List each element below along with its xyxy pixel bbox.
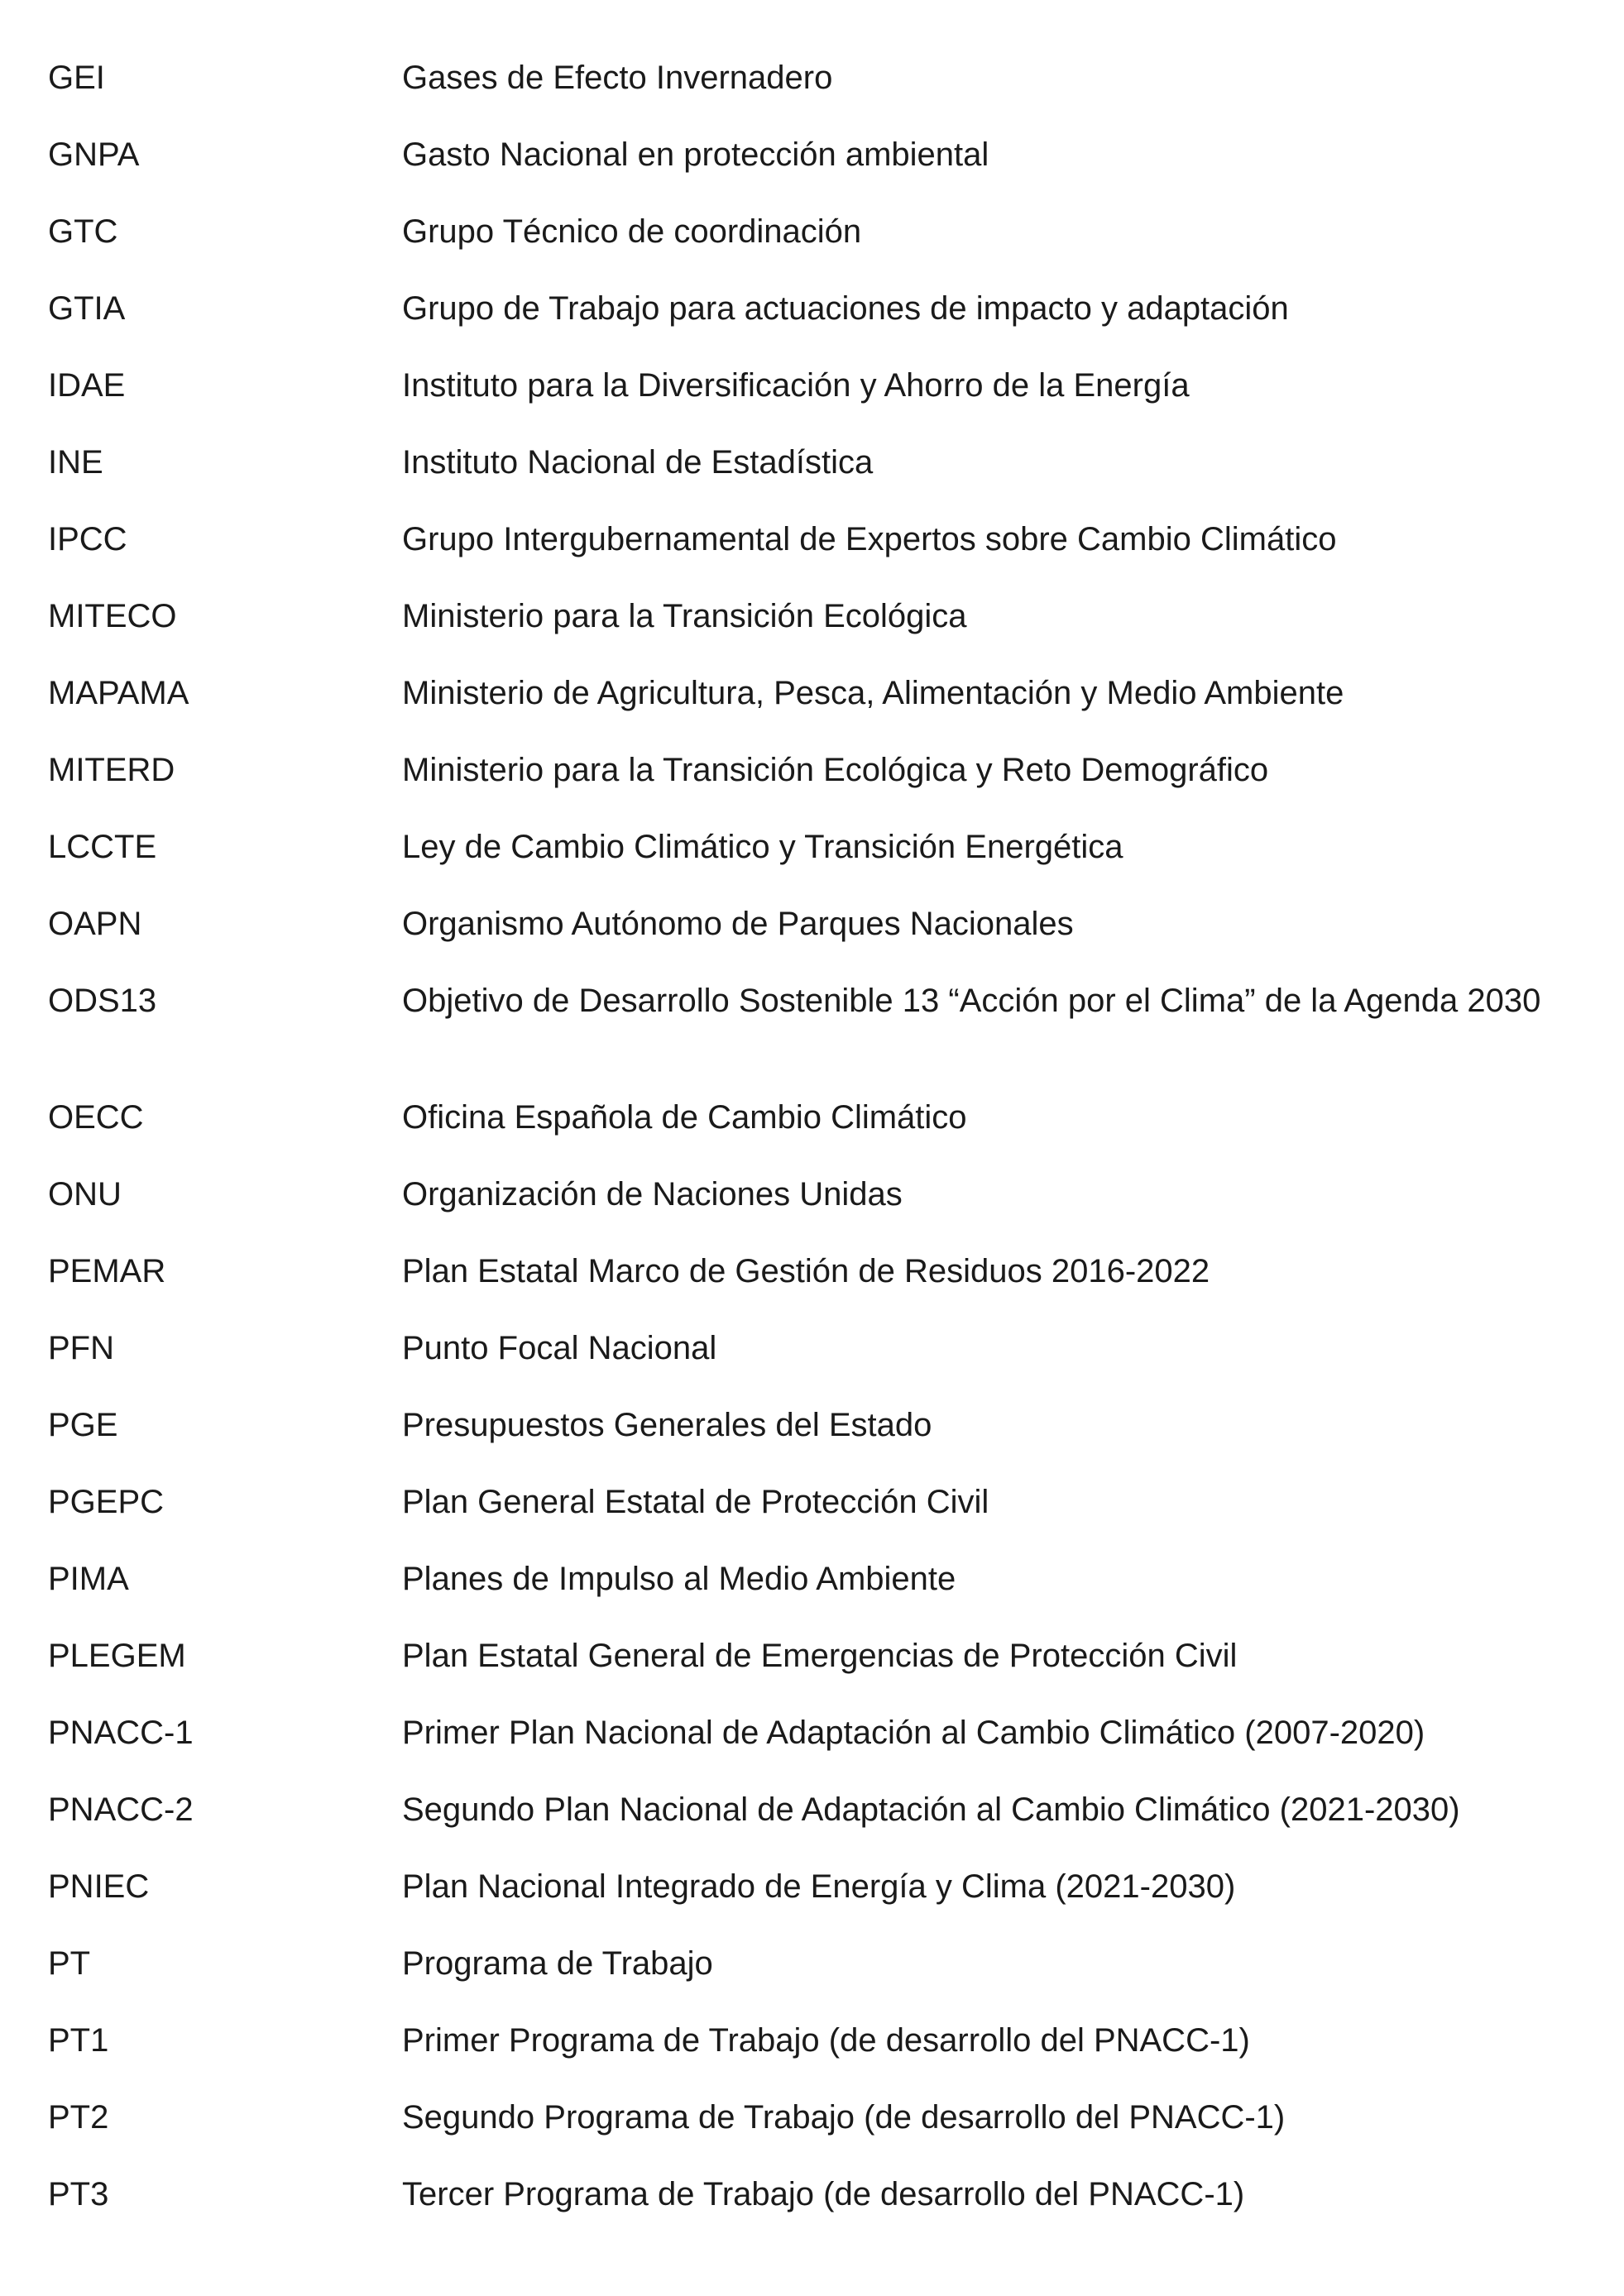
acronym: PNACC-2 — [48, 1791, 194, 1828]
acronym-row — [48, 1790, 1555, 1867]
acronym-row — [48, 981, 1555, 1098]
acronym: PGE — [48, 1407, 118, 1443]
acronym-row — [48, 673, 1555, 750]
acronym-definition: Grupo de Trabajo para actuaciones de impacto y adaptación — [402, 290, 1289, 327]
acronym: GNPA — [48, 136, 140, 173]
acronym-definition: Programa de Trabajo — [402, 1945, 713, 1982]
acronym-row — [48, 1251, 1555, 1328]
acronym-definition: Grupo Técnico de coordinación — [402, 213, 862, 250]
acronym-definition: Instituto para la Diversificación y Ahorro de la Energía — [402, 367, 1190, 404]
acronym-row — [48, 1944, 1555, 2021]
acronym: ODS13 — [48, 983, 157, 1019]
acronym-row — [48, 1328, 1555, 1405]
acronym: PT3 — [48, 2176, 109, 2212]
acronym-definition: Instituto Nacional de Estadística — [402, 444, 874, 481]
acronym: LCCTE — [48, 829, 157, 865]
acronym: IPCC — [48, 521, 127, 557]
acronym: PFN — [48, 1330, 114, 1366]
acronym-row — [48, 1482, 1555, 1559]
acronym-definition: Planes de Impulso al Medio Ambiente — [402, 1561, 956, 1597]
acronym: GEI — [48, 60, 105, 96]
acronym: PT2 — [48, 2099, 109, 2136]
acronym-row — [48, 519, 1555, 596]
acronym-row — [48, 2174, 1555, 2251]
acronym-row — [48, 1559, 1555, 1636]
acronym-definition: Plan Estatal Marco de Gestión de Residuos 2016-2022 — [402, 1253, 1210, 1289]
acronym-row — [48, 596, 1555, 673]
acronym-definition: Segundo Plan Nacional de Adaptación al Cambio Climático (2021-2030) — [402, 1791, 1460, 1828]
acronym-row — [48, 366, 1555, 442]
acronym-definition: Ministerio de Agricultura, Pesca, Alimentación y Medio Ambiente — [402, 675, 1344, 711]
acronym-row — [48, 442, 1555, 519]
acronym: PGEPC — [48, 1484, 165, 1520]
acronym: INE — [48, 444, 103, 481]
acronym-definition: Primer Programa de Trabajo (de desarrollo del PNACC-1) — [402, 2022, 1250, 2059]
acronym-definition: Ley de Cambio Climático y Transición Energética — [402, 829, 1123, 865]
acronym-row — [48, 135, 1555, 212]
acronym-row — [48, 1713, 1555, 1790]
acronym-row — [48, 1405, 1555, 1482]
acronym-definition: Primer Plan Nacional de Adaptación al Cambio Climático (2007-2020) — [402, 1715, 1425, 1751]
acronym-definition: Punto Focal Nacional — [402, 1330, 717, 1366]
acronym: OECC — [48, 1099, 144, 1136]
acronym-definition: Oficina Española de Cambio Climático — [402, 1099, 967, 1136]
acronym-row — [48, 1098, 1555, 1174]
acronym-row — [48, 750, 1555, 827]
acronym-row — [48, 58, 1555, 135]
acronym: PNACC-1 — [48, 1715, 194, 1751]
acronym: PEMAR — [48, 1253, 166, 1289]
acronym-row — [48, 289, 1555, 366]
acronym: MAPAMA — [48, 675, 189, 711]
acronym: MITERD — [48, 752, 175, 788]
acronym-definition: Segundo Programa de Trabajo (de desarrollo del PNACC-1) — [402, 2099, 1286, 2136]
acronym-definition: Ministerio para la Transición Ecológica y Reto Demográfico — [402, 752, 1269, 788]
acronym-row — [48, 2097, 1555, 2174]
acronym-definition: Organismo Autónomo de Parques Nacionales — [402, 906, 1074, 942]
acronym-definition: Ministerio para la Transición Ecológica — [402, 598, 967, 634]
acronym: MITECO — [48, 598, 177, 634]
acronym: ONU — [48, 1176, 122, 1213]
acronym: IDAE — [48, 367, 126, 404]
acronym: PIMA — [48, 1561, 129, 1597]
acronym-definition: Organización de Naciones Unidas — [402, 1176, 903, 1213]
acronym-row — [48, 212, 1555, 289]
acronym-definition: Objetivo de Desarrollo Sostenible 13 “Acción por el Clima” de la Agenda 2030 — [402, 983, 1541, 1019]
acronym: PT1 — [48, 2022, 109, 2059]
acronym: GTC — [48, 213, 118, 250]
acronym-row — [48, 827, 1555, 904]
acronym-row — [48, 1174, 1555, 1251]
acronym: PNIEC — [48, 1868, 150, 1905]
acronym: PT — [48, 1945, 91, 1982]
acronym-definition: Gases de Efecto Invernadero — [402, 60, 833, 96]
acronym-row — [48, 2021, 1555, 2097]
acronym: PLEGEM — [48, 1638, 186, 1674]
acronym-definition: Presupuestos Generales del Estado — [402, 1407, 932, 1443]
acronym: GTIA — [48, 290, 126, 327]
acronym-definition: Gasto Nacional en protección ambiental — [402, 136, 989, 173]
acronym-row — [48, 904, 1555, 981]
acronym-row — [48, 1636, 1555, 1713]
acronym: OAPN — [48, 906, 142, 942]
acronym-row — [48, 1867, 1555, 1944]
acronym-definition: Tercer Programa de Trabajo (de desarrollo del PNACC-1) — [402, 2176, 1245, 2212]
acronym-definition: Grupo Intergubernamental de Expertos sobre Cambio Climático — [402, 521, 1337, 557]
acronym-definition: Plan Nacional Integrado de Energía y Clima (2021-2030) — [402, 1868, 1236, 1905]
acronym-list — [48, 58, 1555, 2251]
acronym-definition: Plan General Estatal de Protección Civil — [402, 1484, 989, 1520]
acronym-definition: Plan Estatal General de Emergencias de Protección Civil — [402, 1638, 1238, 1674]
